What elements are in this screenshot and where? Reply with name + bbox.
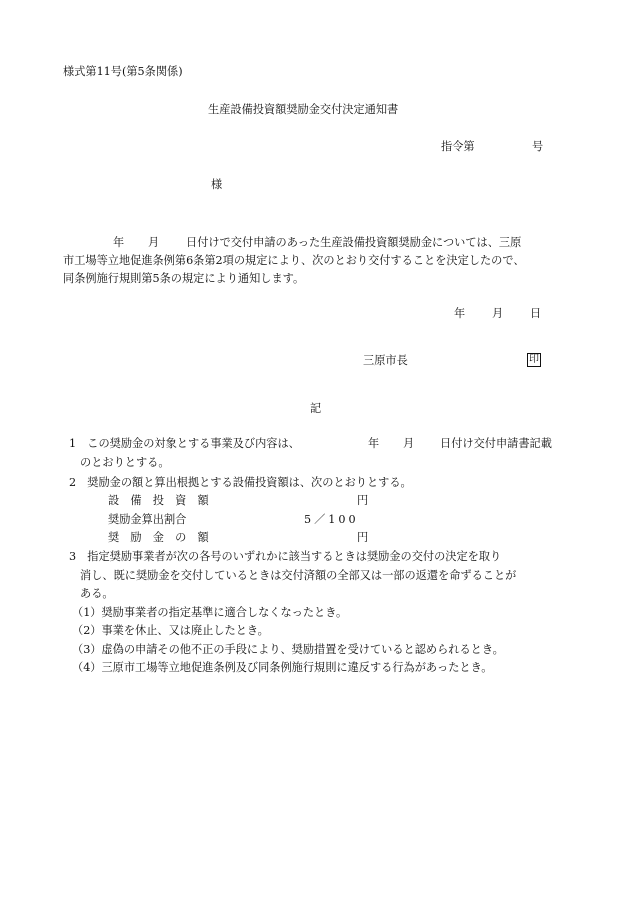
body-year: 年 xyxy=(113,236,125,249)
sub-item: （1）奨励事業者の指定基準に適合しなくなったとき。 xyxy=(72,606,348,619)
sub-item: （3）虚偽の申請その他不正の手段により、奨励措置を受けていると認められるとき。 xyxy=(72,643,504,656)
calc-row-label: 奨 励 金 の 額 xyxy=(108,531,209,544)
addressee-suffix: 様 xyxy=(211,178,223,191)
document-title: 生産設備投資額奨励金交付決定通知書 xyxy=(208,103,399,116)
notes-heading: 記 xyxy=(310,402,322,415)
sub-item: （2）事業を休止、又は廃止したとき。 xyxy=(72,624,269,637)
item-1-year: 年 xyxy=(368,437,380,450)
item-3-line-2: 消し、既に奨励金を交付しているときは交付済額の全部又は一部の返還を命ずることが xyxy=(80,569,517,582)
item-3-line-3: ある。 xyxy=(80,587,114,600)
seal-text: 印 xyxy=(529,354,539,365)
calc-row-label: 奨励金算出割合 xyxy=(108,513,187,526)
item-1-line-1a: 1 この奨励金の対象とする事業及び内容は、 xyxy=(69,437,300,450)
item-1-line-2: のとおりとする。 xyxy=(80,456,170,469)
calc-row-value: 円 xyxy=(357,531,369,544)
date-day: 日 xyxy=(530,307,542,320)
date-year: 年 xyxy=(454,307,466,320)
form-label: 様式第11号(第5条関係) xyxy=(63,65,183,78)
body-line-2: 市工場等立地促進条例第6条第2項の規定により、次のとおり交付することを決定したので、 xyxy=(63,254,525,267)
issuer: 三原市長 xyxy=(363,354,408,367)
date-month: 月 xyxy=(492,307,504,320)
body-line-1: 日付けで交付申請のあった生産設備投資額奨励金については、三原 xyxy=(186,236,522,249)
item-3-line-1: 3 指定奨励事業者が次の各号のいずれかに該当するときは奨励金の交付の決定を取り xyxy=(69,550,502,563)
item-2-line-1: 2 奨励金の額と算出根拠とする設備投資額は、次のとおりとする。 xyxy=(69,476,412,489)
body-month: 月 xyxy=(148,236,160,249)
sub-item: （4）三原市工場等立地促進条例及び同条例施行規則に違反する行為があったとき。 xyxy=(72,661,493,674)
seal-mark xyxy=(527,353,541,367)
reference-suffix: 号 xyxy=(532,140,544,153)
item-1-line-1b: 日付け交付申請書記載 xyxy=(440,437,552,450)
reference-prefix: 指令第 xyxy=(441,140,475,153)
item-1-month: 月 xyxy=(403,437,415,450)
calc-row-value: 5／100 xyxy=(304,513,359,526)
calc-row-value: 円 xyxy=(357,494,369,507)
body-line-3: 同条例施行規則第5条の規定により通知します。 xyxy=(63,272,305,285)
calc-row-label: 設 備 投 資 額 xyxy=(108,494,209,507)
